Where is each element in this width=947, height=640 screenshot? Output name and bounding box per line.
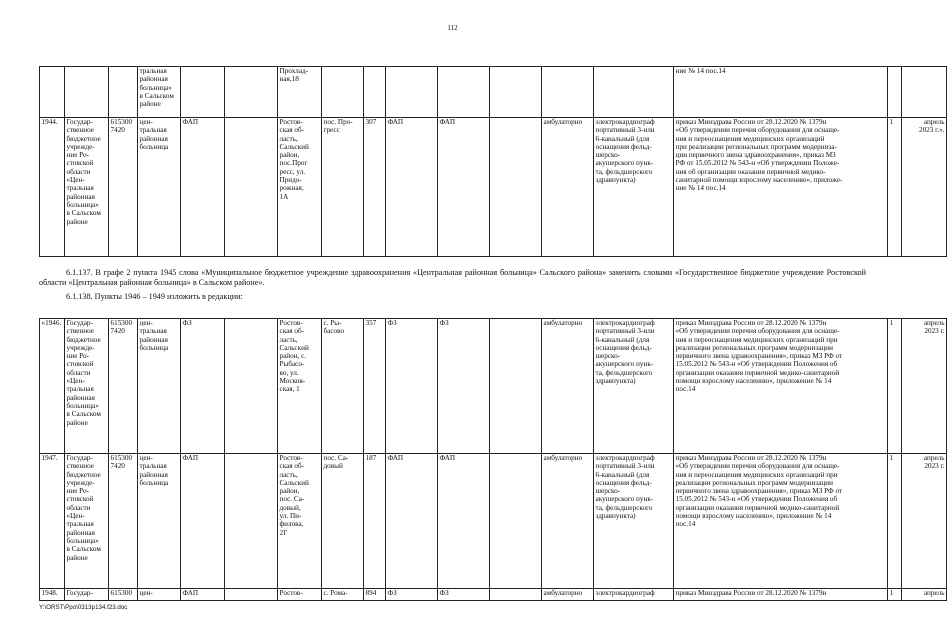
cell-text-line: цен- — [139, 319, 153, 327]
cell-text-line: электрокардиограф — [595, 454, 655, 462]
cell-text-line: акушерского пунк- — [595, 360, 654, 369]
cell-text-line: приказ Минздрава России от 28.12.2020 № 1379н — [675, 589, 827, 597]
cell-text-line: учрежде- — [66, 343, 95, 352]
cell-text-line: та, фельдшерского — [595, 368, 653, 377]
cell-empty — [490, 67, 542, 118]
cell-number — [40, 589, 65, 601]
cell-text-line: 2023 г.». — [919, 126, 945, 135]
cell-qty — [888, 67, 902, 118]
cell-type-a — [386, 118, 438, 257]
cell-org-name — [65, 589, 109, 601]
cell-qty — [888, 319, 902, 454]
cell-org-short — [138, 118, 181, 257]
cell-text-line: тральная — [66, 385, 94, 394]
cell-empty — [181, 67, 225, 118]
cell-text-line: 1 — [889, 454, 894, 462]
cell-basis — [674, 67, 888, 118]
cell-type-a — [386, 589, 438, 601]
cell-text-line: электрокардиограф — [595, 589, 655, 597]
cell-type — [181, 319, 225, 454]
cell-org-short — [138, 454, 181, 589]
cell-text-line: Государ- — [66, 118, 93, 126]
cell-text-line: районная — [66, 528, 95, 537]
cell-text-line: ственное — [66, 462, 94, 471]
cell-text-line: ФЗ — [439, 319, 449, 327]
cell-text-line: стовской — [66, 360, 94, 369]
cell-care-form — [542, 67, 594, 118]
cell-text-line: ФЗ — [439, 589, 449, 597]
equipment-table-new — [39, 318, 947, 601]
cell-text-line: РФ от 15.05.2012 № 543-н «Об утверждении Положе- — [675, 159, 840, 168]
cell-text-line: районе — [66, 553, 88, 562]
cell-text-line: в Сальском — [66, 410, 101, 419]
cell-text-line: 894 — [365, 589, 377, 597]
cell-equipment — [594, 454, 674, 589]
cell-text-line: первичного звена здравоохранения», приказ МЗ РФ от — [675, 487, 843, 496]
cell-text-line: район, с. — [279, 352, 307, 361]
cell-text-line: организации оказания первичной медико-санитарной — [675, 503, 840, 512]
cell-text-line: в Сальском — [139, 91, 174, 100]
cell-text-line: портативный 3-или — [595, 126, 655, 135]
cell-text-line: портативный 3-или — [595, 462, 655, 471]
cell-text-line: пос. Про- — [323, 118, 353, 126]
cell-date — [902, 118, 947, 257]
cell-text-line: 15.05.2012 № 543-н «Об утверждении Положения об — [675, 495, 838, 504]
cell-text-line: 307 — [365, 118, 377, 126]
cell-text-line: шерско- — [595, 352, 621, 361]
cell-text-line: амбулаторно — [543, 589, 583, 597]
table-row-1947 — [40, 454, 947, 589]
cell-text-line: филова, — [279, 520, 304, 529]
cell-text-line: приказ Минздрава России от 28.12.2020 № 1379н — [675, 118, 827, 126]
cell-basis — [674, 454, 888, 589]
cell-text-line: пос. Са- — [279, 495, 305, 504]
cell-text-line: больница» — [66, 200, 99, 209]
paragraph-6-1-137: 6.1.137. В графе 2 пункта 1945 слова «Муниципальное бюджетное учреждение здравоохранения «Центральная районная больница» Сальского района» заменить словами «Государственное бюджетное учреждение Ростовской области «Центральная районная больница» в Сальском районе». — [39, 268, 866, 287]
cell-date — [902, 67, 947, 118]
cell-qty — [888, 454, 902, 589]
cell-text-line: области — [66, 368, 91, 377]
cell-text-line: ФАП — [439, 454, 456, 462]
cell-text-line: «Об утверждении перечня оборудования для оснаще- — [675, 126, 840, 135]
cell-org-short — [138, 67, 181, 118]
cell-text-line: ние Ро- — [66, 487, 89, 496]
cell-text-line: больница» — [66, 401, 99, 410]
cell-population — [364, 589, 386, 601]
cell-text-line: портативный 3-или — [595, 327, 655, 336]
cell-text-line: ул. Пи- — [279, 512, 302, 521]
cell-text-line: ние № 14 пос.14 — [675, 184, 726, 193]
cell-text-line: Придо- — [279, 176, 302, 185]
cell-text-line: ласть, — [279, 470, 298, 479]
cell-text-line: больница» — [66, 536, 99, 545]
cell-text-line: тральная — [66, 184, 94, 193]
cell-text-line: ская об- — [279, 126, 305, 135]
cell-text-line: 615300 — [110, 589, 133, 597]
cell-type-b — [438, 67, 490, 118]
cell-text-line: реализации региональных программ модернизации — [675, 343, 833, 352]
cell-text-line: Ростов- — [279, 589, 303, 597]
cell-text-line: басово — [323, 327, 345, 336]
cell-equipment — [594, 319, 674, 454]
cell-text-line: ФАП — [182, 589, 199, 597]
cell-text-line: 1 — [889, 118, 894, 126]
cell-text-line: район, — [279, 151, 300, 160]
cell-text-line: та, фельдшерского — [595, 503, 653, 512]
cell-text-line: шерско- — [595, 487, 621, 496]
cell-qty — [888, 589, 902, 601]
cell-text-line: в Сальском — [66, 209, 101, 218]
cell-text-line: 187 — [365, 454, 377, 462]
cell-text-line: области — [66, 503, 91, 512]
cell-text-line: с. Ры- — [323, 319, 342, 327]
cell-type — [181, 589, 225, 601]
cell-text-line: больница — [139, 142, 169, 151]
cell-text-line: ресс, ул. — [279, 167, 306, 176]
cell-text-line: районная — [66, 393, 95, 402]
cell-text-line: учрежде- — [66, 142, 95, 151]
cell-text-line: Прохлад- — [279, 67, 309, 75]
cell-text-line: 1947. — [41, 454, 58, 462]
cell-population — [364, 118, 386, 257]
cell-text-line: санитарной помощи взрослому населению», приложе- — [675, 176, 843, 185]
cell-text-line: Государ- — [66, 454, 93, 462]
cell-text-line: район, — [279, 487, 300, 496]
cell-text-line: акушерского пунк- — [595, 495, 654, 504]
cell-text-line: пос. Са- — [323, 454, 349, 462]
cell-text-line: цен- — [139, 589, 153, 597]
cell-empty — [490, 454, 542, 589]
cell-text-line: ФЗ — [387, 319, 397, 327]
cell-text-line: 6-канальный (для — [595, 335, 650, 344]
cell-text-line: «Об утверждении перечня оборудования для оснаще- — [675, 327, 840, 336]
cell-text-line: здравпункта) — [595, 176, 636, 185]
cell-number — [40, 319, 65, 454]
cell-type-b — [438, 319, 490, 454]
cell-text-line: области — [66, 167, 91, 176]
cell-text-line: тральная — [139, 126, 167, 135]
cell-text-line: ние Ро- — [66, 352, 89, 361]
cell-empty — [490, 118, 542, 257]
page-number: 112 — [447, 24, 458, 32]
cell-settlement — [322, 118, 364, 257]
cell-text-line: ФАП — [387, 118, 404, 126]
cell-text-line: Государ- — [66, 319, 93, 327]
cell-number — [40, 67, 65, 118]
cell-type — [225, 67, 278, 118]
cell-text-line: тральная — [139, 67, 167, 75]
cell-population — [364, 67, 386, 118]
cell-type-a — [386, 454, 438, 589]
cell-text-line: ственное — [66, 126, 94, 135]
cell-date — [902, 454, 947, 589]
cell-text-line: бюджетное — [66, 470, 101, 479]
cell-text-line: 1А — [279, 192, 289, 201]
cell-care-form — [542, 118, 594, 257]
cell-text-line: амбулаторно — [543, 454, 583, 462]
cell-text-line: пос.14 — [675, 385, 696, 394]
cell-text-line: ФАП — [387, 454, 404, 462]
cell-text-line: 15.05.2012 № 543-н «Об утверждении Положения об — [675, 360, 838, 369]
cell-org-name — [65, 118, 109, 257]
cell-text-line: ние № 14 пос.14 — [675, 67, 726, 75]
cell-basis — [674, 589, 888, 601]
cell-text-line: реализации региональных программ модернизации — [675, 478, 833, 487]
cell-text-line: ФЗ — [182, 319, 192, 327]
cell-text-line: больница — [139, 478, 169, 487]
cell-equipment — [594, 118, 674, 257]
cell-empty — [225, 118, 278, 257]
cell-text-line: пос.Прог — [279, 159, 308, 168]
cell-empty — [225, 319, 278, 454]
cell-text-line: ФАП — [182, 118, 199, 126]
cell-text-line: организации оказания первичной медико-санитарной — [675, 368, 840, 377]
cell-text-line: 615300 — [110, 454, 133, 462]
cell-text-line: ФЗ — [387, 589, 397, 597]
cell-text-line: здравпункта) — [595, 512, 636, 521]
cell-equipment — [594, 67, 674, 118]
cell-org-name — [65, 454, 109, 589]
cell-address — [278, 454, 322, 589]
paragraph-6-1-138: 6.1.138. Пункты 1946 – 1949 изложить в редакции: — [66, 292, 243, 301]
cell-code — [109, 67, 138, 118]
cell-text-line: рожная, — [279, 184, 304, 193]
cell-settlement — [322, 454, 364, 589]
cell-text-line: ции первичного звена здравоохранения», приказ МЗ — [675, 151, 836, 160]
cell-text-line: в Сальском — [66, 545, 101, 554]
cell-text-line: апрель — [923, 454, 945, 462]
cell-org-short — [138, 589, 181, 601]
cell-text-line: помощи взрослому населению», приложение № 14 — [675, 377, 832, 386]
cell-text-line: ская, 1 — [279, 385, 300, 394]
equipment-table-continued — [39, 66, 947, 257]
table-row-1948 — [40, 589, 947, 601]
cell-address — [278, 589, 322, 601]
cell-text-line: Государ- — [66, 589, 93, 597]
cell-text-line: Ростов- — [279, 454, 303, 462]
cell-text-line: Ростов- — [279, 118, 303, 126]
cell-text-line: Ростов- — [279, 319, 303, 327]
cell-settlement — [322, 67, 364, 118]
cell-text-line: во, ул. — [279, 368, 299, 377]
cell-text-line: стовской — [66, 159, 94, 168]
cell-text-line: районная — [139, 134, 168, 143]
cell-text-line: 2023 г. — [924, 327, 945, 336]
cell-text-line: здравпункта) — [595, 377, 636, 386]
cell-text-line: районе — [66, 418, 88, 427]
cell-text-line: ния и переоснащения медицинских организаций — [675, 134, 825, 143]
cell-basis — [674, 319, 888, 454]
cell-text-line: 2Г — [279, 528, 288, 537]
table1-body — [40, 67, 947, 257]
cell-empty — [225, 454, 278, 589]
cell-text-line: первичного звена здравоохранения», приказ МЗ РФ от — [675, 352, 843, 361]
cell-settlement — [322, 319, 364, 454]
cell-date — [902, 319, 947, 454]
cell-text-line: электрокардиограф — [595, 319, 655, 327]
cell-text-line: апрель — [923, 589, 945, 597]
cell-text-line: оснащения фельд- — [595, 142, 652, 151]
cell-text-line: оснащения фельд- — [595, 478, 652, 487]
cell-text-line: районе — [66, 217, 88, 226]
cell-text-line: «1946. — [41, 319, 62, 327]
cell-text-line: амбулаторно — [543, 118, 583, 126]
cell-text-line: 6-канальный (для — [595, 134, 650, 143]
cell-settlement — [322, 589, 364, 601]
cell-text-line: ния и переоснащения медицинских организаций при — [675, 335, 838, 344]
cell-text-line: «Цен- — [66, 512, 85, 521]
cell-text-line: стовской — [66, 495, 94, 504]
cell-text-line: Сальский — [279, 478, 309, 487]
cell-text-line: районная — [66, 192, 95, 201]
table-row-1944 — [40, 118, 947, 257]
cell-care-form — [542, 319, 594, 454]
cell-text-line: электрокардиограф — [595, 118, 655, 126]
cell-text-line: 7420 — [110, 327, 125, 336]
cell-text-line: «Цен- — [66, 176, 85, 185]
cell-text-line: апрель — [923, 118, 945, 126]
cell-text-line: ная,18 — [279, 75, 299, 84]
cell-text-line: довый, — [279, 503, 301, 512]
cell-text-line: бюджетное — [66, 134, 101, 143]
cell-code — [109, 589, 138, 601]
cell-text-line: ственное — [66, 327, 94, 336]
cell-code — [109, 454, 138, 589]
cell-text-line: ФАП — [182, 454, 199, 462]
cell-text-line: «Цен- — [66, 377, 85, 386]
cell-text-line: больница — [139, 343, 169, 352]
cell-text-line: больница» — [139, 83, 172, 92]
cell-care-form — [542, 454, 594, 589]
cell-text-line: акушерского пунк- — [595, 159, 654, 168]
cell-code — [109, 118, 138, 257]
cell-text-line: 357 — [365, 319, 377, 327]
cell-text-line: Сальский — [279, 343, 309, 352]
cell-type-b — [438, 589, 490, 601]
cell-number — [40, 118, 65, 257]
cell-text-line: приказ Минздрава России от 28.12.2020 № 1379н — [675, 454, 827, 462]
cell-population — [364, 319, 386, 454]
cell-text-line: ская об- — [279, 327, 305, 336]
cell-text-line: 6-канальный (для — [595, 470, 650, 479]
cell-text-line: ласть, — [279, 335, 298, 344]
cell-text-line: ния об организации оказания первичной медико- — [675, 167, 826, 176]
cell-text-line: 1948. — [41, 589, 58, 597]
cell-address — [278, 319, 322, 454]
cell-text-line: ние Ро- — [66, 151, 89, 160]
cell-text-line: цен- — [139, 454, 153, 462]
cell-text-line: «Об утверждении перечня оборудования для оснаще- — [675, 462, 840, 471]
cell-text-line: ласть, — [279, 134, 298, 143]
table-row-continuation — [40, 67, 947, 118]
cell-text-line: шерско- — [595, 151, 621, 160]
cell-text-line: районная — [139, 335, 168, 344]
cell-org-name — [65, 67, 109, 118]
cell-empty — [490, 589, 542, 601]
table2-body — [40, 319, 947, 601]
cell-text-line: бюджетное — [66, 335, 101, 344]
cell-type-a — [386, 67, 438, 118]
cell-text-line: пос.14 — [675, 520, 696, 529]
cell-text-line: 1944. — [41, 118, 58, 126]
cell-qty — [888, 118, 902, 257]
table-row-1946 — [40, 319, 947, 454]
cell-text-line: 7420 — [110, 126, 125, 135]
cell-text-line: учрежде- — [66, 478, 95, 487]
cell-address — [278, 67, 322, 118]
cell-text-line: помощи взрослому населению», приложение № 14 — [675, 512, 832, 521]
cell-type-b — [438, 454, 490, 589]
cell-code — [109, 319, 138, 454]
cell-text-line: 615300 — [110, 319, 133, 327]
cell-text-line: при реализации региональных программ модерниза- — [675, 142, 837, 151]
cell-text-line: 2023 г. — [924, 462, 945, 471]
cell-text-line: апрель — [923, 319, 945, 327]
cell-text-line: районе — [139, 100, 161, 109]
cell-text-line: та, фельдшерского — [595, 167, 653, 176]
cell-date — [902, 589, 947, 601]
cell-text-line: районная — [139, 75, 168, 84]
cell-text-line: цен- — [139, 118, 153, 126]
cell-text-line: тральная — [139, 327, 167, 336]
cell-type — [181, 454, 225, 589]
cell-text-line: ская об- — [279, 462, 305, 471]
cell-type-b — [438, 118, 490, 257]
cell-address — [278, 118, 322, 257]
cell-text-line: гресс — [323, 126, 340, 135]
cell-text-line: 1 — [889, 589, 894, 597]
cell-text-line: Москов- — [279, 377, 306, 386]
cell-empty — [181, 118, 225, 257]
cell-text-line: Сальский — [279, 142, 309, 151]
file-path-footer: Y:\ORST\Ppo\0313p134.f23.doc — [39, 604, 128, 611]
cell-text-line: ния и переоснащения медицинских организаций при — [675, 470, 838, 479]
cell-text-line: тральная — [66, 520, 94, 529]
cell-equipment — [594, 589, 674, 601]
cell-population — [364, 454, 386, 589]
cell-text-line: амбулаторно — [543, 319, 583, 327]
cell-empty — [490, 319, 542, 454]
cell-care-form — [542, 589, 594, 601]
cell-empty — [225, 589, 278, 601]
cell-type-a — [386, 319, 438, 454]
cell-text-line: 1 — [889, 319, 894, 327]
cell-text-line: довый — [323, 462, 343, 471]
cell-text-line: с. Рома- — [323, 589, 348, 597]
cell-text-line: ФАП — [439, 118, 456, 126]
cell-text-line: Рыбасо- — [279, 360, 305, 369]
cell-org-short — [138, 319, 181, 454]
cell-text-line: тральная — [139, 462, 167, 471]
cell-text-line: районная — [139, 470, 168, 479]
cell-basis — [674, 118, 888, 257]
cell-number — [40, 454, 65, 589]
cell-text-line: 615300 — [110, 118, 133, 126]
cell-text-line: приказ Минздрава России от 28.12.2020 № 1379н — [675, 319, 827, 327]
cell-text-line: 7420 — [110, 462, 125, 471]
cell-org-name — [65, 319, 109, 454]
cell-text-line: оснащения фельд- — [595, 343, 652, 352]
